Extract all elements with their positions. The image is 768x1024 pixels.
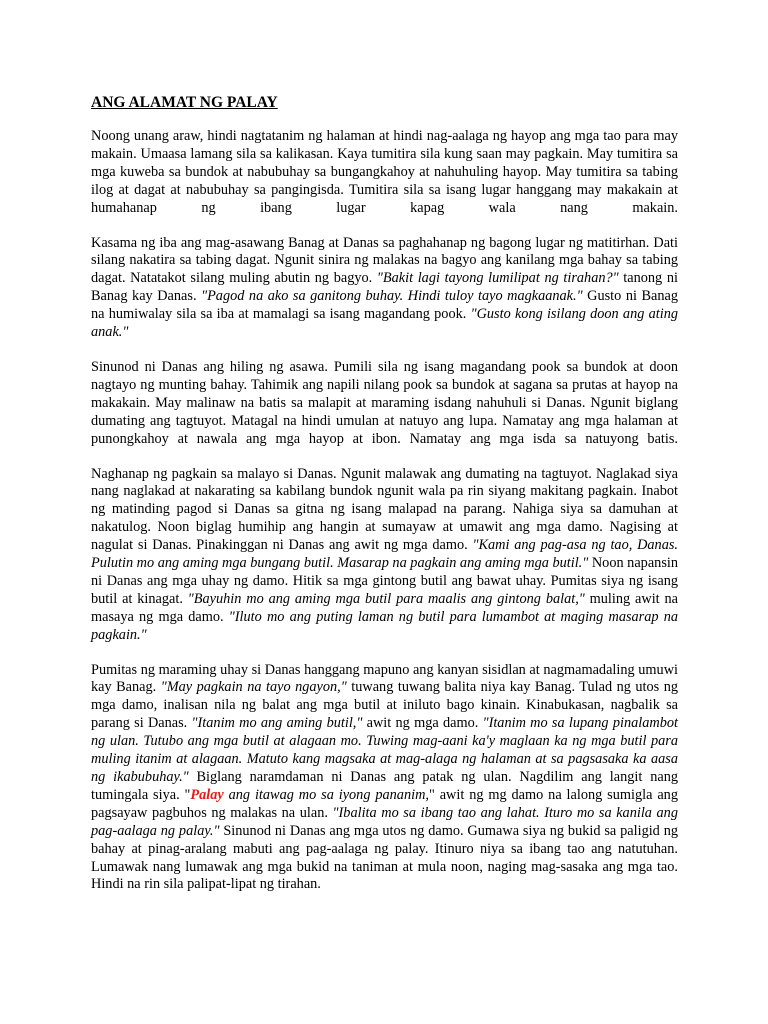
italic-quote: "Gusto kong isilang doon ang ating anak." bbox=[91, 306, 678, 341]
text-run: Sinunod ni Danas ang mga utos ng damo. Gumawa siya ng bukid sa paligid ng bahay at pinag-aralang mabuti ang pag-aalaga ng palay. Itinuro niya sa ibang tao ang natutuhan. Lumawak nang lumawak ang mga bukid na taniman at mula noon, naging mag-sasaka ang mga tao. Hindi na rin sila palipat-lipat ng tirahan. bbox=[91, 822, 678, 893]
italic-quote: "Itanim mo ang aming butil," bbox=[191, 715, 363, 732]
text-run: tanong ni Banag kay Danas. bbox=[91, 270, 678, 305]
text-run: Naghanap ng pagkain sa malayo si Danas. Ngunit malawak ang dumating na tagtuyot. Naglakad siya nang naglakad at nakarating sa kabilang bundok ngunit wala pa rin siyang makitang pagkain. Inabot ng matinding pagod si Danas sa gitna ng isang malapad na parang. Nahiga siya sa damuhan at nakatulog. Noon biglag humihip ang hangin at sumayaw at umawit ang mga damo. Nagising at nagulat si Danas. Pinakinggan ni Danas ang awit ng mga damo. bbox=[91, 465, 678, 554]
paragraph-1 bbox=[91, 128, 678, 218]
text-run: Pumitas ng maraming uhay si Danas hanggang mapuno ang kanyan sisidlan at nagmamadaling umuwi kay Banag. bbox=[91, 661, 678, 696]
text-run: muling awit na masaya ng mga damo. bbox=[91, 590, 679, 625]
text-run: awit ng mga damo. bbox=[362, 715, 483, 732]
text-run: Biglang naramdaman ni Danas ang patak ng ulan. Nagdilim ang langit nang tumingala siya. bbox=[91, 769, 678, 803]
text-run: tuwang tuwang balita niya kay Banag. Tulad ng utos ng mga damo, inalisan nila ng balat ang mga butil at iniluto bago kinain. Kinabukasan, nagbalik sa parang si Danas. bbox=[91, 679, 679, 732]
italic-quote: "Bakit lagi tayong lumilipat ng tirahan?" bbox=[376, 270, 619, 287]
text-run: " awit ng mg damo na lalong sumigla ang pagsayaw pagbuhos ng malakas na ulan. bbox=[91, 786, 678, 821]
text-run: Sinunod ni Danas ang hiling ng asawa. Pumili sila ng isang magandang pook sa bundok at doon nagtayo ng munting bahay. Tahimik ang napili nilang pook sa bundok at sagana sa prutas at hayop na makakain. May malinaw na batis sa malapit at maraming isdang nahuhuli si Danas. Ngunit biglang dumating ang tagtuyot. Matagal na hindi umulan at natuyo ang lupa. Namatay ang mga halaman at punongkahoy at nawala ang mga hayop at ibon. Namatay ang mga isda sa natuyong batis. bbox=[91, 358, 678, 447]
text-run: Gusto ni Banag na humiwalay sila sa iba at mamalagi sa isang magandang pook. bbox=[91, 288, 678, 323]
highlighted-word: Palay bbox=[190, 786, 224, 803]
text-run: Noon napansin ni Danas ang mga uhay ng damo. Hitik sa mga gintong butil ang bawat uhay. Pumitas siya ng isang butil at kinagat. bbox=[91, 555, 679, 607]
italic-quote: "Kami ang pag-asa ng tao, Danas. Pulutin mo ang aming mga bungang butil. Masarap na pagkain ang aming mga butil." bbox=[91, 537, 678, 572]
text-run: Noong unang araw, hindi nagtatanim ng halaman at hindi nag-aalaga ng hayop ang mga tao para may makain. Umaasa lamang sila sa kalikasan. Kaya tumitira sila kung saan may pagkain. May tumitira sa mga kuweba sa bundok at nabubuhay sa bungangkahoy at nahuhuling hayop. May tumitira sa tabing ilog at dagat at nabubuhay sa pangingisda. Tumitira sila sa isang lugar hanggang may makakain at humahanap ng ibang lugar kapag wala nang makain. bbox=[91, 128, 678, 216]
italic-quote: "Pagod na ako sa ganitong buhay. Hindi tuloy tayo magkaanak." bbox=[201, 288, 583, 305]
text-run: " bbox=[184, 786, 191, 803]
italic-quote: "Bayuhin mo ang aming mga butil para maalis ang gintong balat," bbox=[187, 590, 585, 607]
paragraph-3 bbox=[91, 359, 678, 449]
paragraph-4 bbox=[91, 466, 678, 645]
text-run: Kasama ng iba ang mag-asawang Banag at Danas sa paghahanap ng bagong lugar ng matitirhan. Dati silang nakatira sa tabing dagat. Ngunit sinira ng malakas na bagyo ang kanilang mga bahay sa tabing dagat. Natatakot silang muling abutin ng bagyo. bbox=[91, 234, 678, 287]
italic-quote: "Iluto mo ang puting laman ng butil para lumambot at maging masarap na pagkain." bbox=[91, 608, 679, 643]
italic-quote: "May pagkain na tayo ngayon," bbox=[160, 679, 347, 696]
paragraph-5 bbox=[91, 662, 678, 895]
document-page bbox=[91, 93, 678, 911]
paragraph-2 bbox=[91, 235, 678, 342]
italic-quote: "Itanim mo sa lupang pinalambot ng ulan. Tutubo ang mga butil at alagaan mo. Tuwing mag-aani ka'y maglaan ka ng mga butil para muling itanim at alagaan. Matuto kang magsaka at mag-alaga ng halaman at sa pagsasaka ka aasa ng ikabubuhay." bbox=[91, 715, 678, 785]
italic-quote: ang itawag mo sa iyong pananim, bbox=[223, 786, 429, 803]
italic-quote: "Ibalita mo sa ibang tao ang lahat. Ituro mo sa kanila ang pag-aalaga ng palay." bbox=[91, 804, 678, 839]
page-title: ANG ALAMAT NG PALAY bbox=[91, 94, 278, 111]
